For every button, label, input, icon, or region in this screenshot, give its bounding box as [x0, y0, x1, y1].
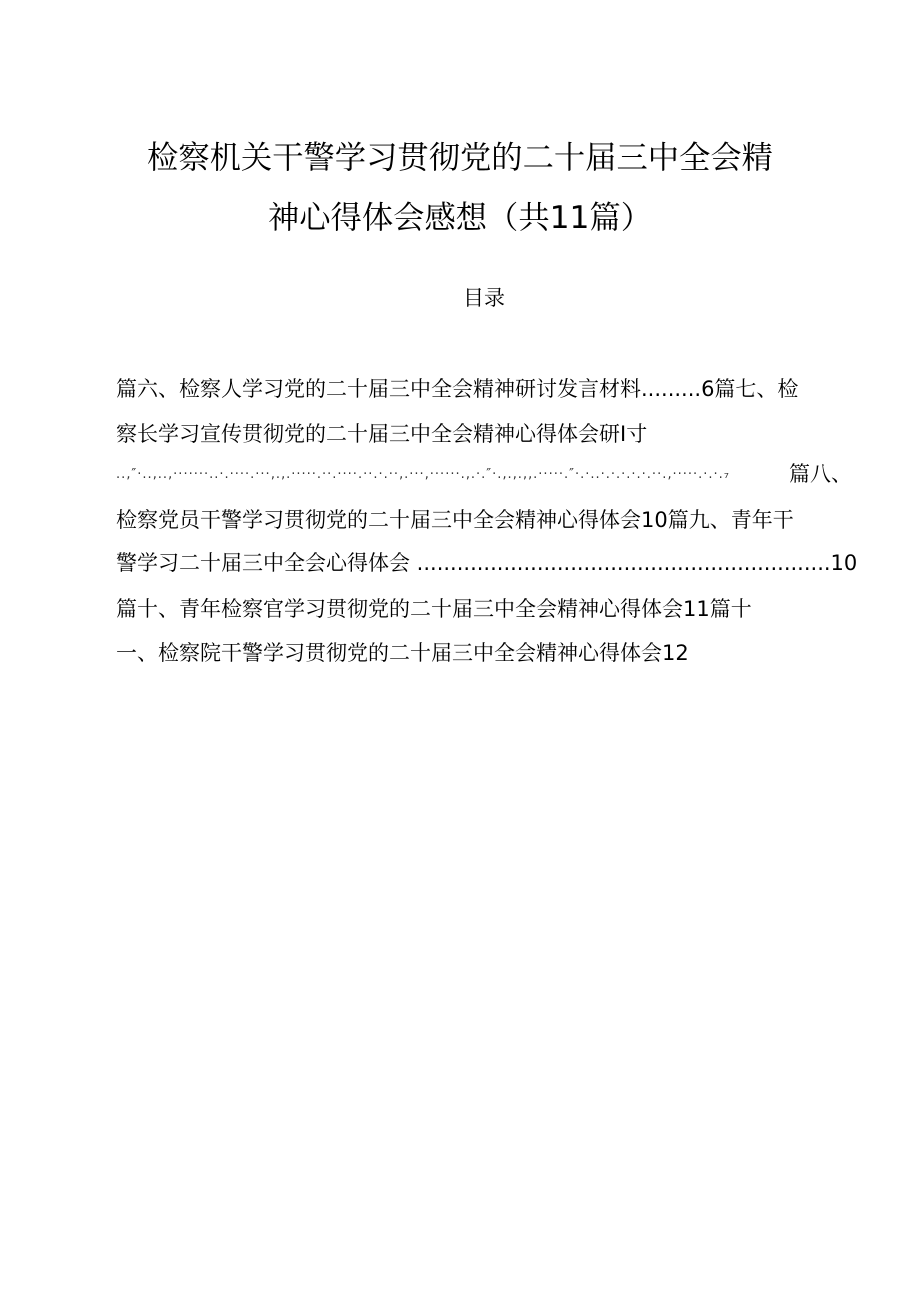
toc-entry-11[interactable]: 一、检察院干警学习贯彻党的二十届三中全会精神心得体会12 — [116, 641, 689, 665]
toc-entry-7[interactable]: 察长学习宣传贯彻党的二十届三中全会精神心得体会研I寸 — [116, 422, 648, 446]
toc-entry-10[interactable]: 篇十、青年检察官学习贯彻党的二十届三中全会精神心得体会11篇十 — [116, 597, 752, 621]
toc-entry-9[interactable]: 警学习二十届三中全会心得体会 ..............................................................10 — [116, 551, 858, 575]
toc-entry-8-9[interactable]: 检察党员干警学习贯彻党的二十届三中全会精神心得体会10篇九、青年干 — [116, 508, 794, 532]
toc-heading: 目录 — [463, 286, 505, 310]
document-title-line-1: 检察机关干警学习贯彻党的二十届三中全会精 — [147, 140, 773, 176]
toc-entry-8-prefix[interactable]: 篇八、 — [789, 462, 852, 486]
document-title-line-2: 神心得体会感想（共11篇） — [267, 200, 653, 236]
toc-dotted-leader: ..‚″·..‚..‚·······..·.····.···‚.‚.·····.··.····.··.·.··‚.···‚······.‚.·.″·.‚.‚.‚‚.·····.″·.·..·.·.·.·.·.··.‚·····.·.·.₇ — [116, 467, 730, 482]
toc-entry-6[interactable]: 篇六、检察人学习党的二十届三中全会精神研讨发言材料.........6篇七、检 — [116, 377, 799, 401]
